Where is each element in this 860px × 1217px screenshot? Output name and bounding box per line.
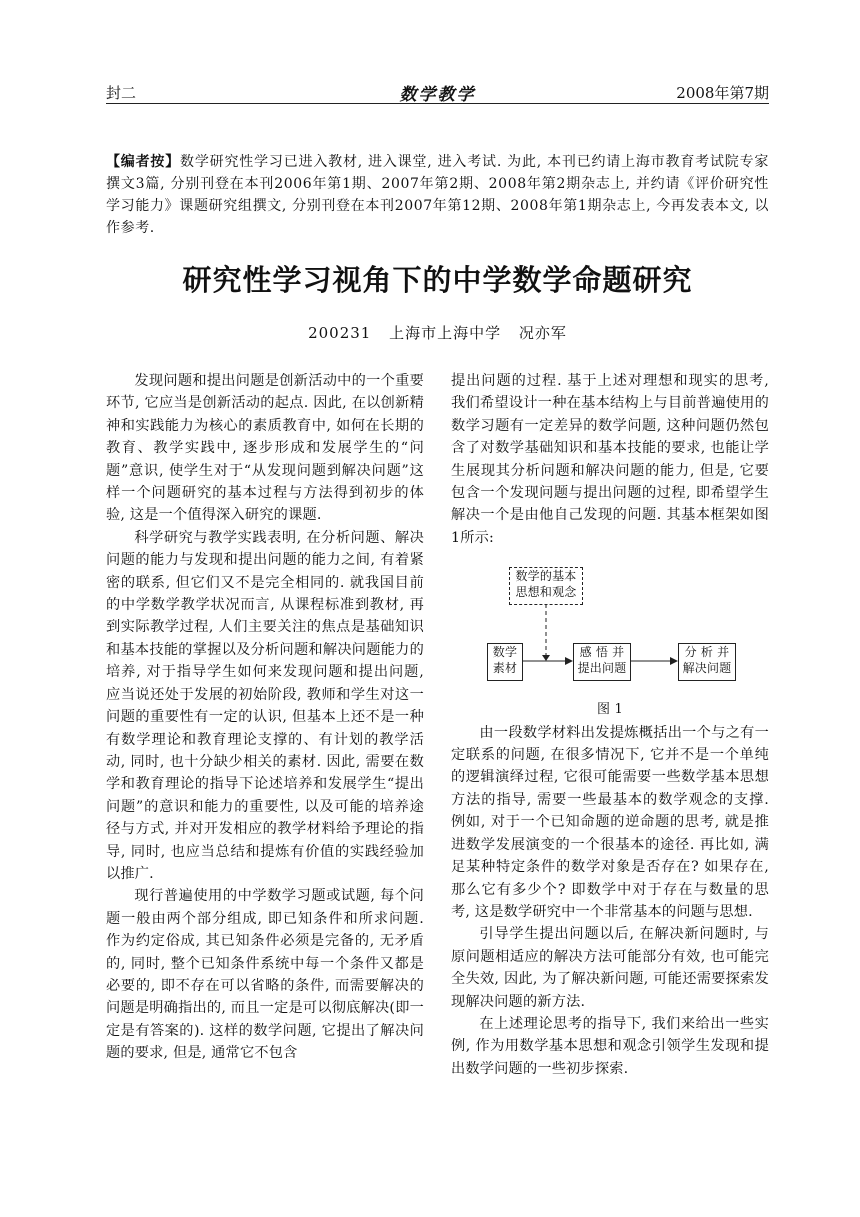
figure-1 bbox=[451, 557, 769, 697]
journal-name: 数学教学 bbox=[399, 85, 476, 105]
author-line bbox=[106, 322, 769, 343]
header-rule bbox=[106, 103, 769, 104]
figure-box-perceive: 感 悟 并 提出问题 bbox=[573, 643, 631, 681]
figure-box-material: 数学 素材 bbox=[487, 643, 523, 681]
paragraph: 由一段数学材料出发提炼概括出一个与之有一定联系的问题, 在很多情况下, 它并不是一个单纯的逻辑演绎过程, 它很可能需要一些数学基本思想方法的指导, 需要一些最基本的数学观念的支撑. 例如, 对于一个已知命题的逆命题的思考, 就是推进数学发展演变的一个很基本的途径. 再比如, 满足某种特定条件的数学对象是否存在? 如果存在, 那么它有多少个? 即数学中对于存在与数量的思考, 这是数学研究中一个非常基本的问题与思想. bbox=[451, 724, 769, 920]
connector-arrowhead bbox=[542, 655, 550, 661]
paragraph: 提出问题的过程. 基于上述对理想和现实的思考, 我们希望设计一种在基本结构上与目前普遍使用的数学习题有一定差异的数学问题, 这种问题仍然包含了对数学基础知识和基本技能的要求, 也能让学生展现其分析问题和解决问题的能力, 但是, 它要包含一个发现问题与提出问题的过程, 即希望学生解决一个是由他自己发现的问题. 其基本框架如图1所示: bbox=[451, 373, 769, 546]
header-page-label: 封二 bbox=[106, 84, 137, 102]
author-affiliation: 上海市上海中学 bbox=[389, 324, 502, 342]
paragraph: 引导学生提出问题以后, 在解决新问题时, 与原问题相适应的解决方法可能部分有效, 也可能完全失效, 因此, 为了解决新问题, 可能还需要探索发现解决问题的新方法. bbox=[451, 926, 769, 1010]
figure-box-analyze: 分 析 并 解决问题 bbox=[678, 643, 736, 681]
paragraph: 现行普遍使用的中学数学习题或试题, 每个问题一般由两个部分组成, 即已知条件和所求问题. 作为约定俗成, 其已知条件必须是完备的, 无矛盾的, 同时, 整个已知条件系统中每一个条件又都是必要的, 即不存在可以省略的条件, 而需要解决的问题是明确指出的, 而且一定是可以彻底解决(即一定是有答案的). 这样的数学问题, 它提出了解决问题的要求, 但是, 通常它不包含 bbox=[106, 888, 424, 1062]
figure-box-ideas: 数学的基本 思想和观念 bbox=[509, 567, 583, 605]
running-header bbox=[106, 80, 769, 104]
right-column bbox=[451, 370, 769, 1080]
author-name: 况亦军 bbox=[518, 324, 567, 342]
figure-caption: 图 1 bbox=[596, 702, 623, 718]
author-postcode: 200231 bbox=[308, 324, 372, 342]
article-title: 研究性学习视角下的中学数学命题研究 bbox=[182, 263, 693, 297]
editor-note-text: 数学研究性学习已进入教材, 进入课堂, 进入考试. 为此, 本刊已约请上海市教育考试院专家撰文3篇, 分别刊登在本刊2006年第1期、2007年第2期、2008年第2期杂志上, 并约请《评价研究性学习能力》课题研究组撰文, 分别刊登在本刊2007年第12期、2008年第1期杂志上, 今再发表本文, 以作参考. bbox=[106, 154, 769, 236]
issue-label: 2008年第7期 bbox=[676, 84, 769, 102]
editor-note bbox=[106, 151, 769, 239]
left-column bbox=[106, 370, 424, 1065]
arrowhead-2 bbox=[670, 657, 678, 665]
arrowhead-1 bbox=[565, 657, 573, 665]
paragraph: 科学研究与教学实践表明, 在分析问题、解决问题的能力与发现和提出问题的能力之间, 有着紧密的联系, 但它们又不是完全相同的. 就我国目前的中学数学教学状况而言, 从课程标准到教材, 再到实际教学过程, 人们主要关注的焦点是基础知识和基本技能的掌握以及分析问题和解决问题能力的培养, 对于指导学生如何来发现问题和提出问题, 应当说还处于发展的初始阶段, 教师和学生对这一问题的重要性有一定的认识, 但基本上还不是一种有数学理论和教育理论支撑的、有计划的教学活动, 同时, 也十分缺少相关的素材. 因此, 需要在数学和教育理论的指导下论述培养和发展学生“提出问题”的意识和能力的重要性, 以及可能的培养途径与方式, 并对开发相应的教学材料给予理论的指导, 同时, 也应当总结和提炼有价值的实践经验加以推广. bbox=[106, 529, 424, 882]
paragraph: 发现问题和提出问题是创新活动中的一个重要环节, 它应当是创新活动的起点. 因此, 在以创新精神和实践能力为核心的素质教育中, 如何在长期的教育、教学实践中, 逐步形成和发展学生的“问题”意识, 使学生对于“从发现问题到解决问题”这样一个问题研究的基本过程与方法得到初步的体验, 这是一个值得深入研究的课题. bbox=[106, 373, 424, 524]
paragraph: 在上述理论思考的指导下, 我们来给出一些实例, 作为用数学基本思想和观念引领学生发现和提出数学问题的一些初步探索. bbox=[451, 1015, 769, 1077]
editor-note-tag: 【编者按】 bbox=[106, 154, 181, 170]
